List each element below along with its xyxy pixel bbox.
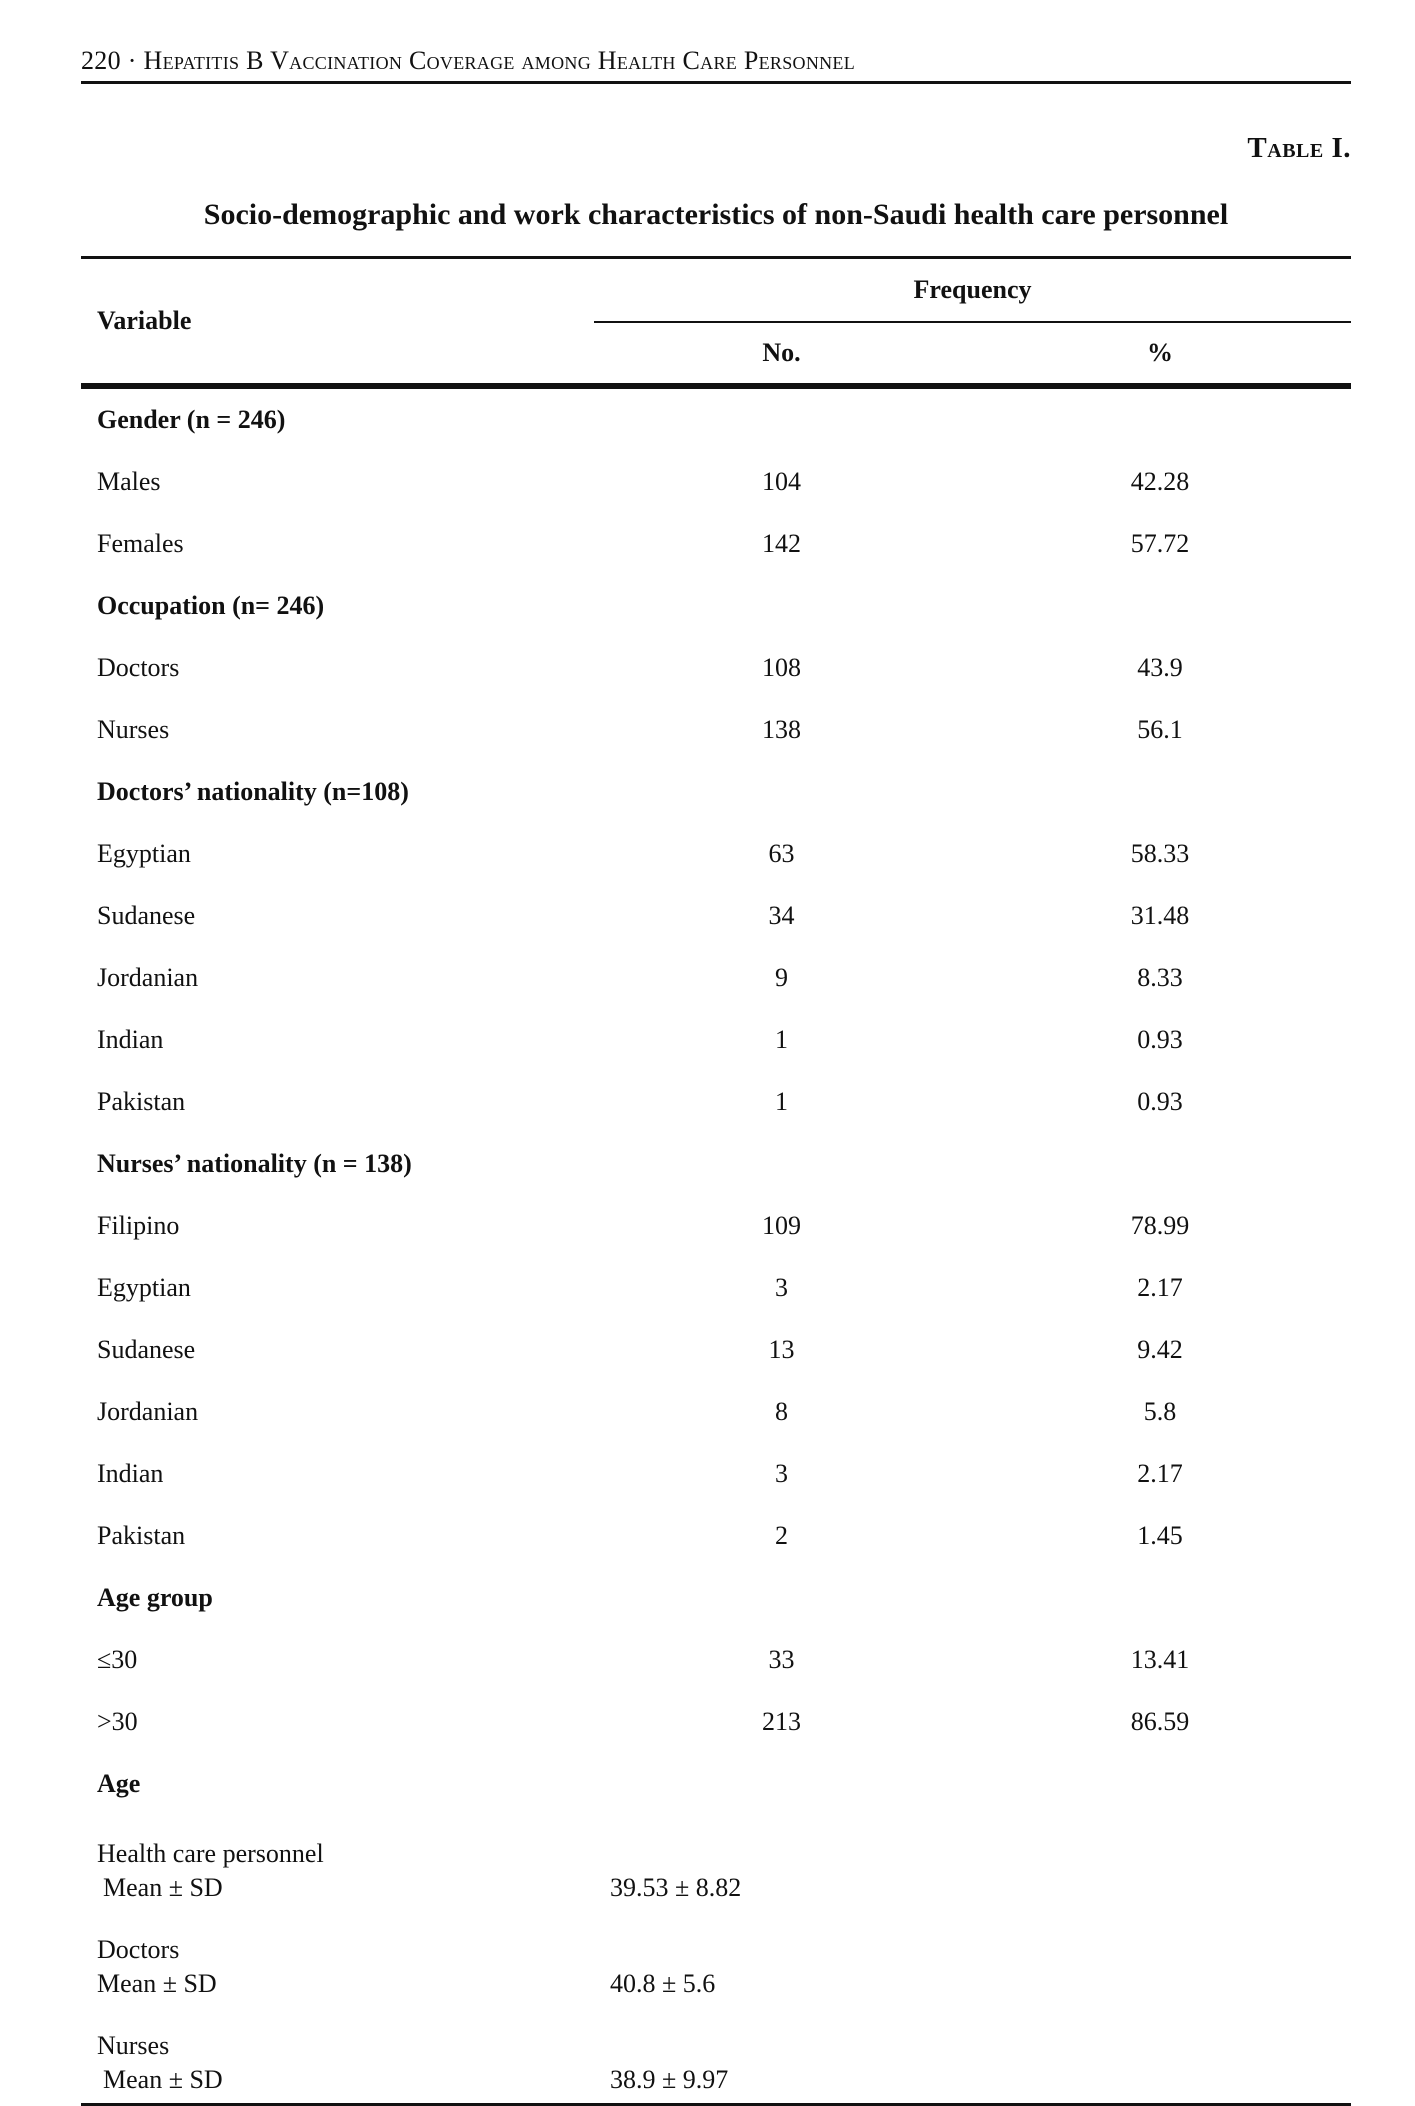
row-pct: 0.93 bbox=[1137, 1087, 1183, 1116]
row-label: Nurses bbox=[97, 715, 170, 744]
table-row bbox=[81, 1443, 1351, 1505]
row-label: Egyptian bbox=[97, 839, 191, 868]
row-no: 1 bbox=[775, 1025, 788, 1054]
data-table bbox=[81, 256, 1351, 2106]
row-no: 104 bbox=[762, 467, 801, 496]
row-label-main: Doctors bbox=[97, 1935, 180, 1964]
row-pct: 0.93 bbox=[1137, 1025, 1183, 1054]
row-label bbox=[81, 1815, 594, 1911]
row-label: Jordanian bbox=[97, 963, 199, 992]
group-title: Doctors’ nationality (n=108) bbox=[97, 777, 409, 806]
table-row bbox=[81, 1505, 1351, 1567]
group-row-gender bbox=[81, 386, 1351, 451]
group-row-doctors-nationality bbox=[81, 761, 1351, 823]
table-row bbox=[81, 885, 1351, 947]
row-pct: 13.41 bbox=[1130, 1645, 1190, 1674]
row-no: 2 bbox=[775, 1521, 788, 1550]
row-label-sub: Mean ± SD bbox=[97, 1969, 217, 1998]
row-no: 213 bbox=[762, 1707, 801, 1736]
page-number: 220 bbox=[81, 46, 121, 75]
row-label: Males bbox=[97, 467, 161, 496]
row-pct: 9.42 bbox=[1137, 1335, 1183, 1364]
table-row bbox=[81, 513, 1351, 575]
table-row bbox=[81, 1071, 1351, 1133]
group-row-age bbox=[81, 1753, 1351, 1815]
row-label: Filipino bbox=[97, 1211, 180, 1240]
table-row bbox=[81, 451, 1351, 513]
group-title: Age group bbox=[97, 1583, 213, 1612]
table-caption: Socio-demographic and work characteristics of non-Saudi health care personnel bbox=[203, 198, 1229, 231]
table-row bbox=[81, 1815, 1351, 1911]
header-separator: · bbox=[127, 46, 137, 75]
row-no: 8 bbox=[775, 1397, 788, 1426]
row-label: Egyptian bbox=[97, 1273, 191, 1302]
table-row bbox=[81, 1009, 1351, 1071]
row-label: Pakistan bbox=[97, 1087, 186, 1116]
row-pct: 2.17 bbox=[1137, 1459, 1183, 1488]
group-title: Occupation (n= 246) bbox=[97, 591, 325, 620]
table-row bbox=[81, 1691, 1351, 1753]
table-row bbox=[81, 637, 1351, 699]
row-mean-sd: 38.9 ± 9.97 bbox=[594, 2007, 1351, 2105]
row-label-sub: Mean ± SD bbox=[103, 2065, 223, 2094]
row-no: 108 bbox=[762, 653, 801, 682]
row-label: Sudanese bbox=[97, 901, 196, 930]
running-head bbox=[81, 46, 855, 76]
row-no: 9 bbox=[775, 963, 788, 992]
row-label: Jordanian bbox=[97, 1397, 199, 1426]
group-title: Nurses’ nationality (n = 138) bbox=[97, 1149, 412, 1178]
header-pct: % bbox=[969, 322, 1351, 386]
table-row bbox=[81, 1257, 1351, 1319]
group-title: Age bbox=[97, 1769, 141, 1798]
row-pct: 78.99 bbox=[1130, 1211, 1190, 1240]
row-no: 13 bbox=[768, 1335, 795, 1364]
row-pct: 31.48 bbox=[1130, 901, 1190, 930]
row-no: 1 bbox=[775, 1087, 788, 1116]
header-no: No. bbox=[594, 322, 969, 386]
row-label: Indian bbox=[97, 1459, 164, 1488]
row-pct: 1.45 bbox=[1137, 1521, 1183, 1550]
row-label bbox=[81, 1911, 594, 2007]
group-title: Gender (n = 246) bbox=[97, 405, 286, 434]
table-label: Table I. bbox=[1247, 132, 1351, 164]
row-pct: 58.33 bbox=[1130, 839, 1190, 868]
row-no: 3 bbox=[775, 1459, 788, 1488]
row-label bbox=[81, 2007, 594, 2105]
row-no: 3 bbox=[775, 1273, 788, 1302]
row-pct: 57.72 bbox=[1130, 529, 1190, 558]
group-row-nurses-nationality bbox=[81, 1133, 1351, 1195]
row-label: Indian bbox=[97, 1025, 164, 1054]
row-label: Sudanese bbox=[97, 1335, 196, 1364]
row-label: Doctors bbox=[97, 653, 180, 682]
row-no: 63 bbox=[768, 839, 795, 868]
row-pct: 86.59 bbox=[1130, 1707, 1190, 1736]
row-no: 109 bbox=[762, 1211, 801, 1240]
table-row bbox=[81, 1381, 1351, 1443]
row-label: Pakistan bbox=[97, 1521, 186, 1550]
table-row bbox=[81, 699, 1351, 761]
row-mean-sd: 40.8 ± 5.6 bbox=[610, 1969, 716, 1998]
row-label-main: Health care personnel bbox=[97, 1839, 324, 1868]
group-row-age-group bbox=[81, 1567, 1351, 1629]
table-row bbox=[81, 2007, 1351, 2105]
row-pct: 42.28 bbox=[1130, 467, 1190, 496]
row-label: Females bbox=[97, 529, 184, 558]
row-pct: 2.17 bbox=[1137, 1273, 1183, 1302]
table-row bbox=[81, 823, 1351, 885]
row-label: ≤30 bbox=[97, 1645, 138, 1674]
row-mean-sd: 39.53 ± 8.82 bbox=[610, 1873, 742, 1902]
row-pct: 43.9 bbox=[1137, 653, 1183, 682]
header-rule bbox=[81, 81, 1351, 84]
row-pct: 56.1 bbox=[1137, 715, 1183, 744]
table-row bbox=[81, 1319, 1351, 1381]
header-variable: Variable bbox=[81, 258, 594, 387]
row-pct: 5.8 bbox=[1143, 1397, 1177, 1426]
table-row bbox=[81, 1629, 1351, 1691]
row-no: 138 bbox=[762, 715, 801, 744]
row-label-main: Nurses bbox=[97, 2031, 170, 2060]
row-pct: 8.33 bbox=[1137, 963, 1183, 992]
table-row bbox=[81, 947, 1351, 1009]
row-no: 142 bbox=[762, 529, 801, 558]
table-row bbox=[81, 1195, 1351, 1257]
row-no: 34 bbox=[768, 901, 795, 930]
group-row-occupation bbox=[81, 575, 1351, 637]
header-frequency: Frequency bbox=[594, 258, 1351, 323]
row-label: >30 bbox=[97, 1707, 138, 1736]
running-title: Hepatitis B Vaccination Coverage among Health Care Personnel bbox=[143, 46, 856, 75]
row-no: 33 bbox=[768, 1645, 795, 1674]
table-row bbox=[81, 1911, 1351, 2007]
row-label-sub: Mean ± SD bbox=[103, 1873, 223, 1902]
